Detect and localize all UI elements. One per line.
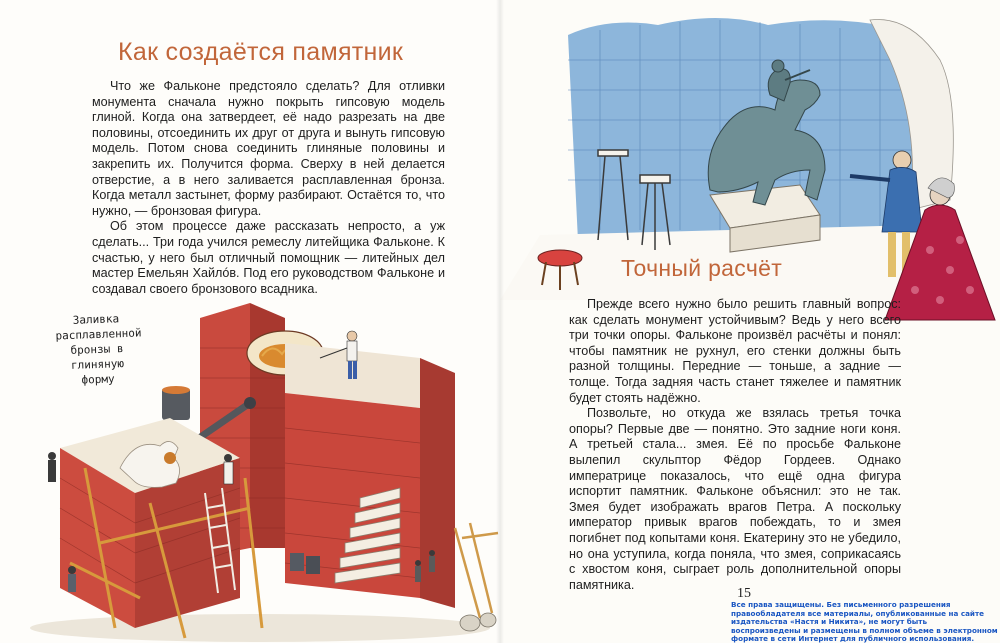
- right-page: [500, 0, 1000, 643]
- right-page-body: [569, 297, 901, 593]
- copyright-notice: Все права защищены. Без письменного разрешения правообладателя все материалы, опубликованные на сайте издательства «Настя и Никита», не могут быть воспроизведены и размещены в полном объеме в электронном формате в сети Интернет для публичного использования.: [731, 600, 998, 643]
- book-gutter: [496, 0, 504, 643]
- left-page-heading: Как создаётся памятник: [118, 38, 404, 66]
- left-paragraph-2: Об этом процессе даже рассказать непросто, а уж сделать... Три года учился ремеслу литейщика Фальконе. К счастью, у него был отличный помощник — литейных дел мастер Емельян Хайлóв. Под его руководством Фальконе и создавал своего бронзового всадника.: [92, 219, 445, 296]
- illustration-caption: Заливка расплавленной бронзы в глиняную форму: [55, 312, 142, 387]
- right-page-heading: Точный расчёт: [621, 255, 783, 281]
- left-page-body: [92, 79, 445, 297]
- right-paragraph-1: Прежде всего нужно было решить главный вопрос: как сделать монумент устойчивым? Ведь у него всего три точки опоры. Фальконе произвёл расчёты и понял: чтобы памятник не рухнул, его стенки должны быть разной толщины. Передние — тоньше, а задние — толще. Тогда задняя часть станет тяжелее и памятник будет стоять надёжно.: [569, 297, 901, 405]
- left-paragraph-1: Что же Фальконе предстояло сделать? Для отливки монумента сначала нужно покрыть гипсовую модель глиной. Когда она затвердеет, её надо разрезать на две половины, отсоединить их друг от друга и вынуть гипсовую модель. Потом снова соединить глиняные половины и закрепить их. Получится форма. Сверху в ней делается отверстие, а в него заливается расплавленная бронза. Когда металл застынет, форму разбирают. Остаётся то, что нужно, — бронзовая фигура.: [92, 79, 445, 218]
- page-number: 15: [737, 586, 751, 601]
- right-paragraph-2: Позвольте, но откуда же взялась третья точка опоры? Первые две — понятно. Это задние ноги коня. А третьей стала... змея. Её по просьбе Фальконе вылепил скульптор Фёдор Гордеев. Однако императрице показалось, что ещё одна фигура испортит памятник. Фальконе объяснил: это не так. Змея будет изображать врагов Петра. А поскольку император привык врагов побеждать, то и змея погибнет под копытами коня. Екатерину это не убедило, но она уступила, когда поняла, что змея, соприкасаясь с хвостом коня, сыграет роль дополнительной опоры памятника.: [569, 406, 901, 592]
